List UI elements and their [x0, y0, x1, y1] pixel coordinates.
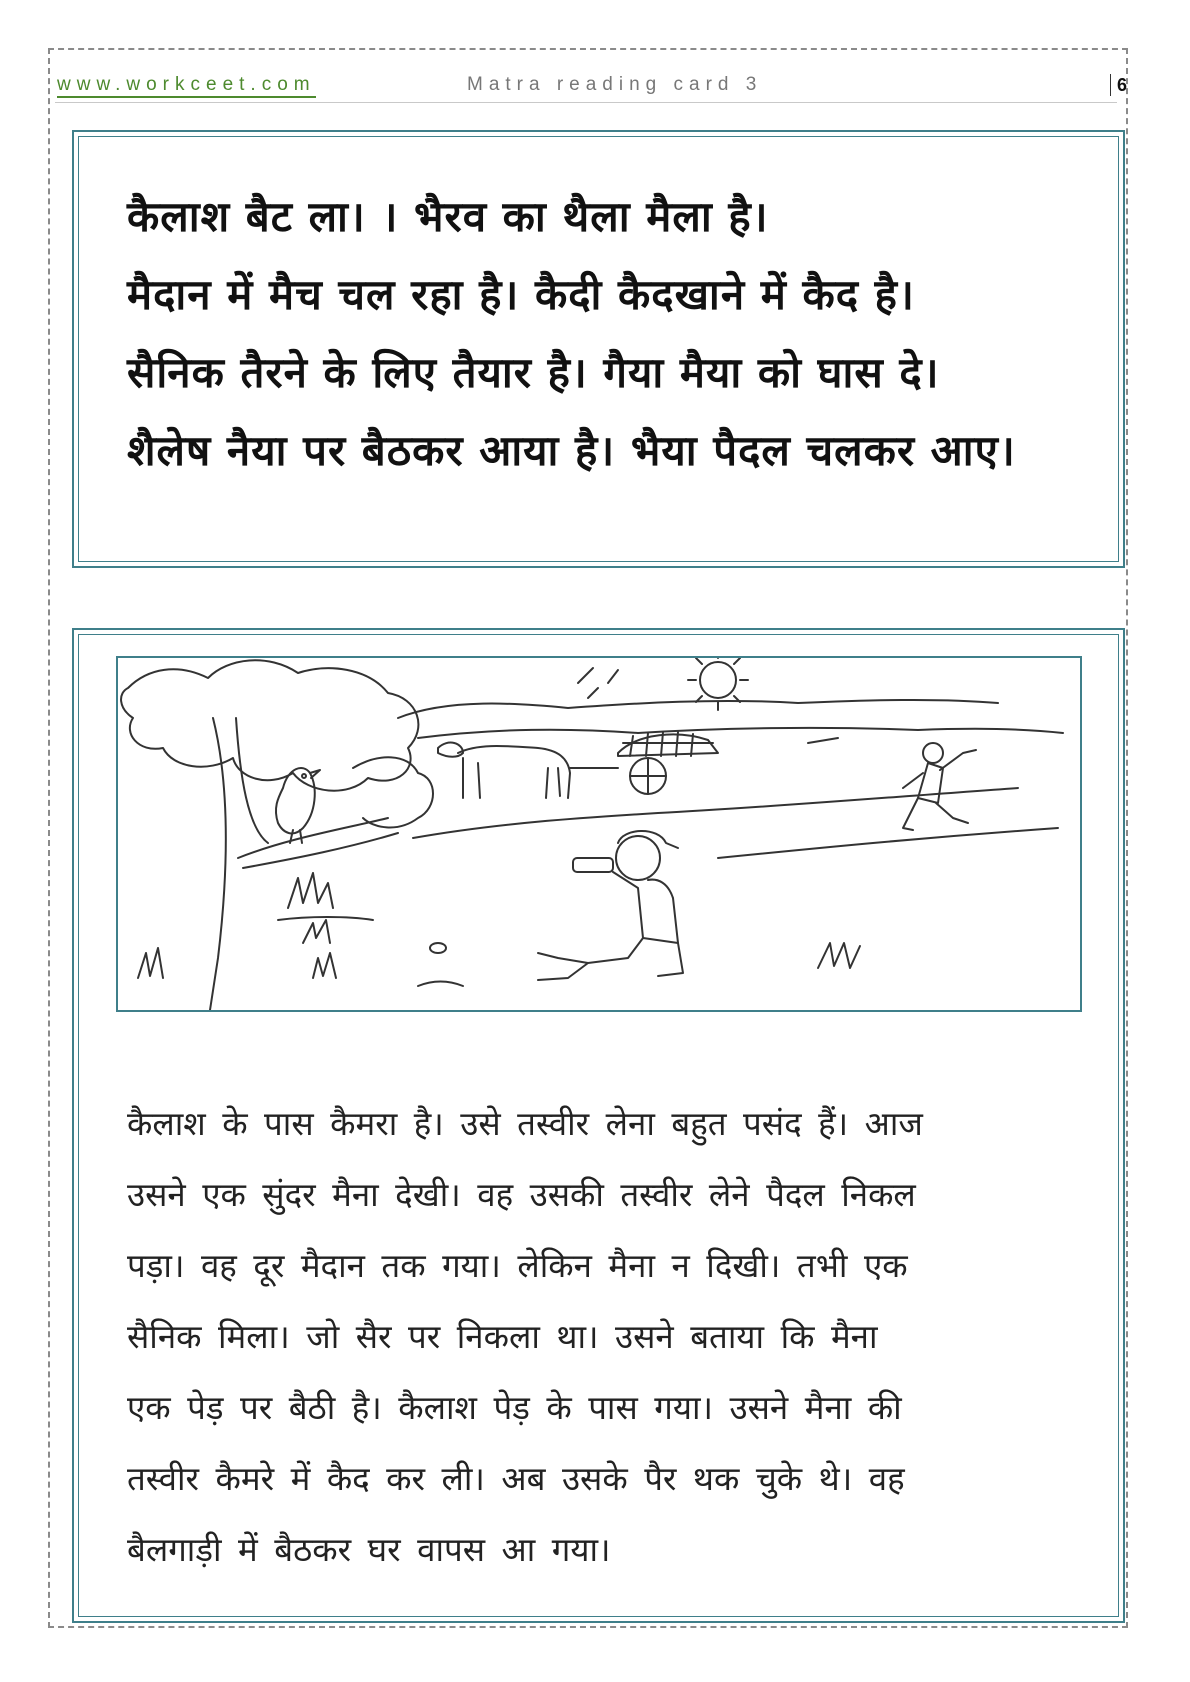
sentence-line: शैलेष नैया पर बैठकर आया है। भैया पैदल चलकर आए। [127, 426, 1016, 475]
story-line: बैलगाड़ी में बैठकर घर वापस आ गया। [127, 1530, 611, 1569]
sentence-line: सैनिक तैरने के लिए तैयार है। गैया मैया को घास दे। [127, 348, 940, 397]
page-number: 6 [1110, 74, 1127, 96]
grass-drawing [138, 873, 860, 986]
card-title: Matra reading card 3 [467, 74, 763, 95]
story-line: एक पेड़ पर बैठी है। कैलाश पेड़ के पास गया। उसने मैना की [127, 1388, 902, 1427]
bullock-cart-drawing [438, 732, 718, 798]
sentence-list [127, 178, 1127, 490]
story-illustration [116, 656, 1082, 1012]
story-line: तस्वीर कैमरे में कैद कर ली। अब उसके पैर थक चुके थे। वह [127, 1459, 905, 1498]
story-line: कैलाश के पास कैमरा है। उसे तस्वीर लेना बहुत पसंद हैं। आज [127, 1104, 923, 1143]
tree-drawing [121, 660, 433, 1010]
page-header [55, 72, 1128, 103]
story-line: सैनिक मिला। जो सैर पर निकला था। उसने बताया कि मैना [127, 1317, 878, 1356]
story-line: पड़ा। वह दूर मैदान तक गया। लेकिन मैना न दिखी। तभी एक [127, 1246, 908, 1285]
story-text [127, 1088, 1117, 1585]
story-line: उसने एक सुंदर मैना देखी। वह उसकी तस्वीर लेने पैदल निकल [127, 1175, 916, 1214]
sentence-line: मैदान में मैच चल रहा है। कैदी कैदखाने में कैद है। [127, 270, 915, 319]
soldier-drawing [808, 738, 976, 830]
site-link[interactable]: www.workceet.com [57, 74, 316, 98]
photographer-boy-drawing [538, 831, 683, 980]
landscape-drawing [398, 668, 1063, 858]
sun-drawing [688, 658, 748, 710]
sentence-line: कैलाश बैट ला। । भैरव का थैला मैला है। [127, 192, 769, 241]
